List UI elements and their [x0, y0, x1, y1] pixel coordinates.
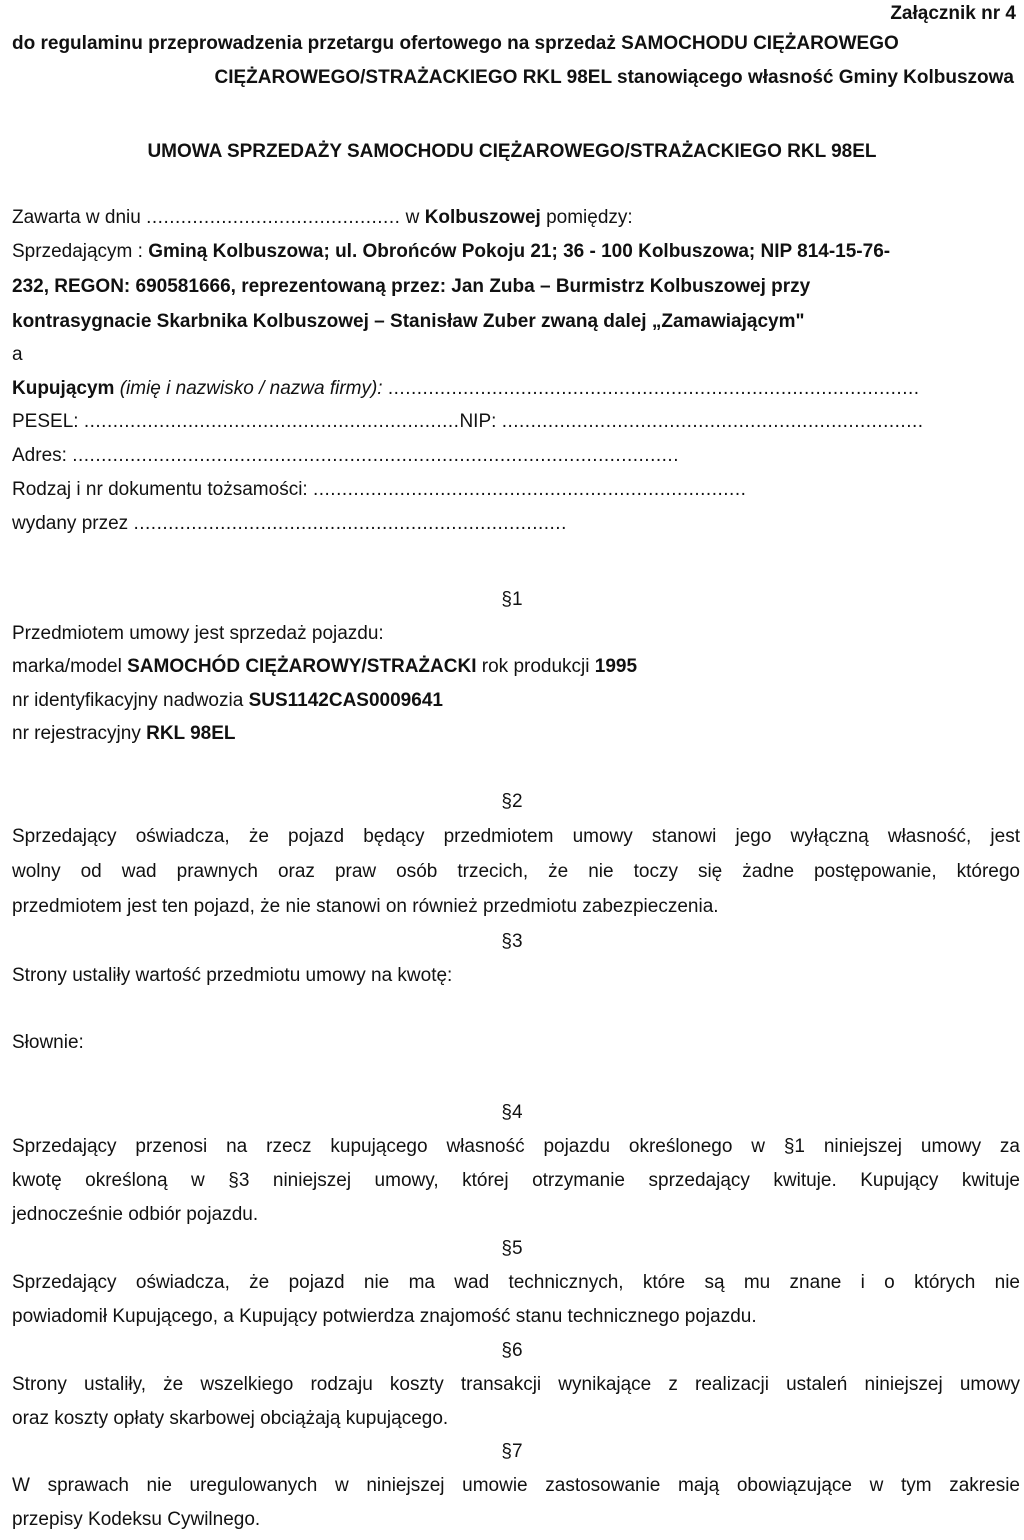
section-2-line-2: wolny od wad prawnych oraz praw osób trzecich, że nie toczy się żadne postępowanie, którego	[12, 861, 1020, 882]
seller-details-1: Gminą Kolbuszowa; ul. Obrońców Pokoju 21; 36 - 100 Kolbuszowa; NIP 814-15-76-	[148, 241, 891, 262]
nip-blank: .........................................................................	[501, 411, 924, 432]
section-4-line-2: kwotę określoną w §3 niniejszej umowy, której otrzymanie sprzedający kwituje. Kupujący kwituje	[12, 1170, 1020, 1191]
buyer-blank: ............................................................................................	[387, 378, 920, 399]
section-2-line-3: przedmiotem jest ten pojazd, że nie stanowi on również przedmiotu zabezpieczenia.	[12, 896, 719, 917]
address-label: Adres:	[12, 445, 73, 466]
address-blank: .........................................................................................................	[72, 445, 679, 466]
section-3-in-words: Słownie:	[12, 1032, 84, 1053]
between-label: pomiędzy:	[540, 207, 633, 228]
vin-label: nr identyfikacyjny nadwozia	[12, 690, 249, 711]
registration-label: nr rejestracyjny	[12, 723, 147, 744]
section-7-line-2: przepisy Kodeksu Cywilnego.	[12, 1509, 261, 1530]
date-blank: ............................................	[146, 207, 401, 228]
issued-by-line	[12, 512, 567, 536]
date-label: Zawarta w dniu	[12, 207, 147, 228]
section-4-number: §4	[501, 1102, 523, 1123]
buyer-label: Kupującym	[12, 378, 115, 399]
pesel-label: PESEL:	[12, 411, 84, 432]
section-3-number: §3	[501, 931, 523, 952]
nip-label: NIP:	[459, 411, 502, 432]
id-document-blank: ...........................................................................	[312, 479, 747, 500]
contract-date-line	[12, 206, 633, 230]
year-value: 1995	[594, 656, 638, 677]
seller-label: Sprzedającym :	[12, 241, 149, 262]
section-1-intro: Przedmiotem umowy jest sprzedaż pojazdu:	[12, 623, 384, 644]
issued-by-label: wydany przez	[12, 513, 134, 534]
buyer-hint: (imię i nazwisko / nazwa firmy):	[114, 378, 388, 399]
section-6-line-1: Strony ustaliły, że wszelkiego rodzaju koszty transakcji wynikające z realizacji ustaleń niniejszej umowy	[12, 1374, 1020, 1395]
vin-value: SUS1142CAS0009641	[248, 690, 443, 711]
section-5-line-1: Sprzedający oświadcza, że pojazd nie ma wad technicznych, które są mu znane i o których nie	[12, 1272, 1020, 1293]
section-2-number: §2	[501, 791, 523, 812]
buyer-line	[12, 377, 920, 401]
vehicle-registration-line	[12, 722, 236, 746]
section-7-line-1: W sprawach nie uregulowanych w niniejszej umowie zastosowanie mają obowiązujące w tym zakresie	[12, 1475, 1020, 1496]
seller-line-3: kontrasygnacie Skarbnika Kolbuszowej – Stanisław Zuber zwaną dalej „Zamawiającym"	[12, 311, 805, 332]
section-4-line-1: Sprzedający przenosi na rzecz kupującego własność pojazdu określonego w §1 niniejszej umowy za	[12, 1136, 1020, 1157]
header-line-1: do regulaminu przeprowadzenia przetargu ofertowego na sprzedaż SAMOCHODU CIĘŻAROWEGO	[12, 33, 899, 54]
attachment-number: Załącznik nr 4	[890, 3, 1016, 24]
id-document-label: Rodzaj i nr dokumentu tożsamości:	[12, 479, 313, 500]
section-6-line-2: oraz koszty opłaty skarbowej obciążają kupującego.	[12, 1408, 449, 1429]
pesel-nip-line	[12, 410, 924, 434]
year-label: rok produkcji	[476, 656, 595, 677]
header-line-2: CIĘŻAROWEGO/STRAŻACKIEGO RKL 98EL stanowiącego własność Gminy Kolbuszowa	[214, 67, 1014, 88]
make-label: marka/model	[12, 656, 128, 677]
issued-by-blank: ...........................................................................	[133, 513, 567, 534]
seller-line-1	[12, 240, 890, 264]
make-value: SAMOCHÓD CIĘŻAROWY/STRAŻACKI	[127, 656, 477, 677]
section-5-line-2: powiadomił Kupującego, a Kupujący potwierdza znajomość stanu technicznego pojazdu.	[12, 1306, 757, 1327]
id-document-line	[12, 478, 746, 502]
seller-line-2: 232, REGON: 690581666, reprezentowaną przez: Jan Zuba – Burmistrz Kolbuszowej przy	[12, 276, 811, 297]
place-name: Kolbuszowej	[424, 207, 541, 228]
contract-title: UMOWA SPRZEDAŻY SAMOCHODU CIĘŻAROWEGO/STRAŻACKIEGO RKL 98EL	[147, 141, 877, 162]
section-6-number: §6	[501, 1340, 523, 1361]
vehicle-vin-line	[12, 689, 443, 713]
section-2-line-1: Sprzedający oświadcza, że pojazd będący przedmiotem umowy stanowi jego wyłączną własność, jest	[12, 826, 1020, 847]
place-connector: w	[400, 207, 425, 228]
pesel-blank: .................................................................	[83, 411, 460, 432]
and-connector: a	[12, 344, 23, 365]
section-5-number: §5	[501, 1238, 523, 1259]
section-7-number: §7	[501, 1441, 523, 1462]
section-1-number: §1	[501, 589, 523, 610]
registration-value: RKL 98EL	[146, 723, 236, 744]
address-line	[12, 444, 679, 468]
section-3-amount: Strony ustaliły wartość przedmiotu umowy na kwotę:	[12, 965, 453, 986]
vehicle-make-line	[12, 655, 637, 679]
section-4-line-3: jednocześnie odbiór pojazdu.	[12, 1204, 259, 1225]
